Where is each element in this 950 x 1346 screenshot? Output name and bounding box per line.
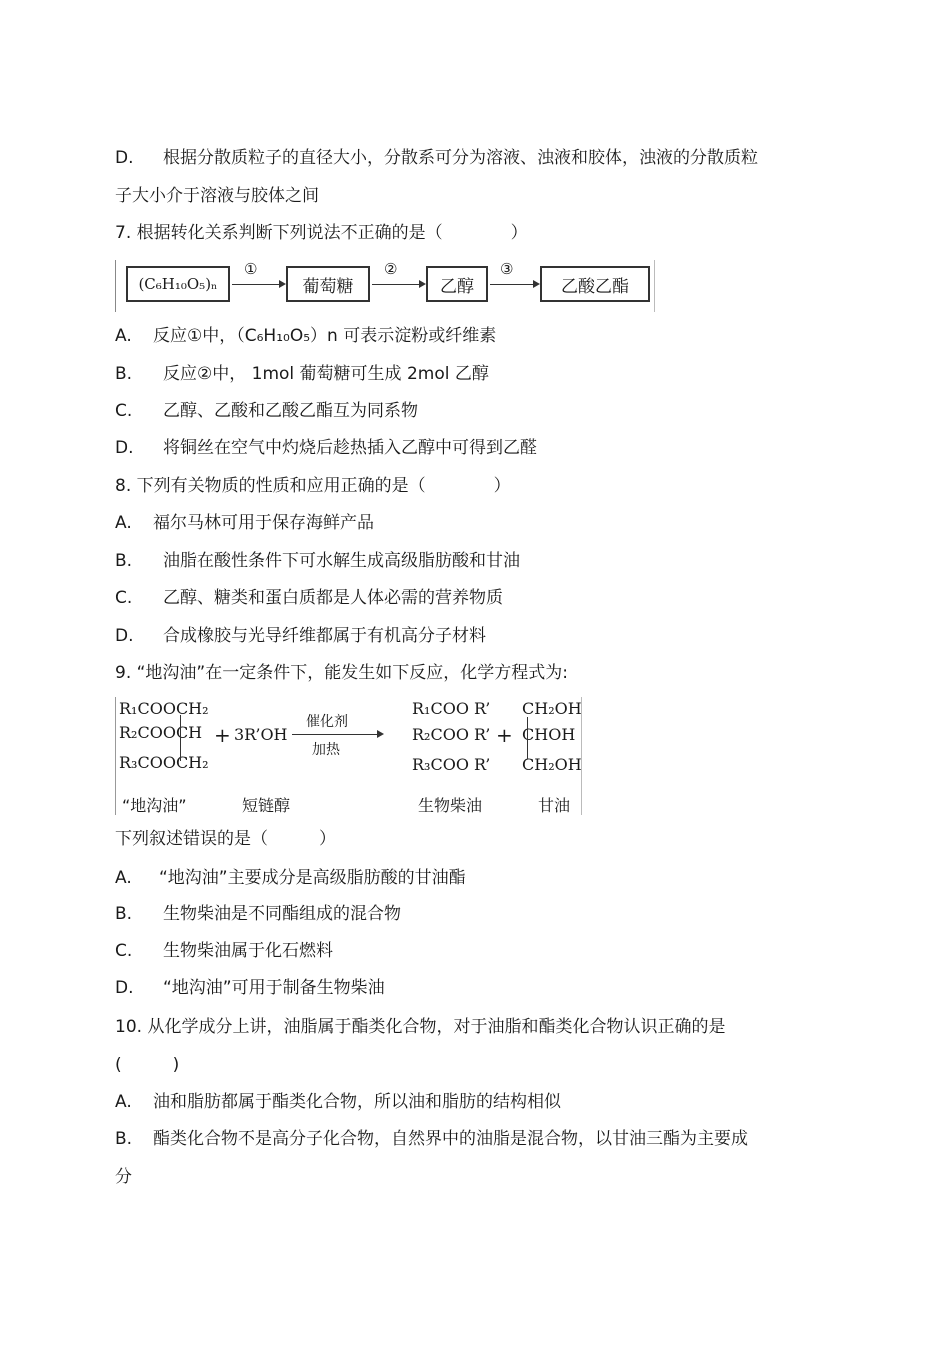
option-text: 反应②中， 1mol 葡萄糖可生成 2mol 乙醇 [163, 364, 489, 384]
reactant-row1: R₁COOCH₂ [119, 699, 209, 718]
q7-option-d [115, 437, 537, 459]
arrow-step3 [490, 284, 538, 285]
plus-sign-2: + [496, 723, 513, 747]
option-text: 福尔马林可用于保存海鲜产品 [153, 513, 374, 533]
arrow-condition: 加热 [312, 742, 340, 758]
caption-glycerol: 甘油 [538, 796, 571, 815]
glycerol-row3: CH₂OH [522, 755, 582, 774]
q7-stem: 7. 根据转化关系判断下列说法不正确的是（ ） [115, 223, 528, 243]
q10-stem: 10. 从化学成分上讲，油脂属于酯类化合物，对于油脂和酯类化合物认识正确的是 [115, 1017, 726, 1037]
option-text: 反应①中，（C₆H₁₀O₅）n 可表示淀粉或纤维素 [153, 326, 497, 346]
option-text: 油脂在酸性条件下可水解生成高级脂肪酸和甘油 [163, 551, 520, 571]
reagent-alcohol: 3R’OH [234, 725, 288, 744]
option-text: 生物柴油是不同酯组成的混合物 [163, 904, 401, 924]
arrow-step1 [232, 284, 284, 285]
q8-option-b [115, 550, 520, 572]
diagram-box-ethanol: 乙醇 [426, 266, 488, 302]
product-row1: R₁COO R’ [412, 699, 491, 718]
option-text: 乙醇、糖类和蛋白质都是人体必需的营养物质 [163, 588, 503, 608]
option-label: A. [115, 513, 132, 533]
diagram-box-glucose: 葡萄糖 [286, 266, 370, 302]
q9-reaction-equation [115, 697, 582, 815]
option-label: C. [115, 401, 133, 421]
option-text: 油和脂肪都属于酯类化合物，所以油和脂肪的结构相似 [153, 1092, 561, 1112]
arrow-catalyst: 催化剂 [306, 714, 348, 730]
option-text: 生物柴油属于化石燃料 [163, 941, 333, 961]
q8-option-c [115, 587, 503, 609]
caption-short-chain-alcohol: 短链醇 [242, 796, 291, 815]
plus-sign-1: + [214, 723, 231, 747]
reaction-arrow [292, 734, 382, 735]
option-text: 根据分散质粒子的直径大小，分散系可分为溶液、浊液和胶体，浊液的分散质粒 [163, 148, 758, 168]
product-row2: R₂COO R’ [412, 725, 491, 744]
option-text: 将铜丝在空气中灼烧后趁热插入乙醇中可得到乙醛 [163, 438, 537, 458]
q10-option-b [115, 1128, 748, 1150]
option-label: D. [115, 978, 134, 998]
reactant-row2: R₂COOCH [119, 723, 203, 742]
glycerol-row2: CHOH [522, 725, 576, 744]
option-label: A. [115, 868, 132, 888]
caption-biodiesel: 生物柴油 [418, 796, 483, 815]
caption-gutter-oil: “地沟油” [122, 796, 187, 815]
option-text: 酯类化合物不是高分子化合物，自然界中的油脂是混合物，以甘油三酯为主要成 [153, 1129, 748, 1149]
option-label: A. [115, 1092, 132, 1112]
q10-answer-bracket: ( ) [115, 1055, 180, 1075]
option-text: “地沟油”可用于制备生物柴油 [163, 978, 385, 998]
option-label: A. [115, 326, 132, 346]
q9-option-a [115, 867, 466, 889]
arrow-step2 [372, 284, 424, 285]
q6-option-d-continuation: 子大小介于溶液与胶体之间 [115, 186, 319, 206]
q9-sub-stem: 下列叙述错误的是（ ） [115, 829, 336, 849]
option-text: 合成橡胶与光导纤维都属于有机高分子材料 [163, 626, 486, 646]
q10-option-a [115, 1091, 561, 1113]
option-label: D. [115, 626, 134, 646]
q7-option-a [115, 325, 496, 347]
q9-stem: 9. “地沟油”在一定条件下，能发生如下反应，化学方程式为: [115, 663, 568, 683]
product-row3: R₃COO R’ [412, 755, 491, 774]
option-label: C. [115, 941, 133, 961]
q9-option-d [115, 977, 385, 999]
reactant-bond-line [180, 715, 181, 761]
q8-option-d [115, 625, 486, 647]
q7-option-b [115, 363, 489, 385]
q9-option-c [115, 940, 333, 962]
option-label: D. [115, 148, 134, 168]
option-text: “地沟油”主要成分是高级脂肪酸的甘油酯 [159, 868, 466, 888]
step1-marker: ① [244, 260, 258, 278]
option-label: B. [115, 1129, 133, 1149]
option-label: C. [115, 588, 133, 608]
q6-option-d [115, 147, 758, 169]
option-label: D. [115, 438, 134, 458]
glycerol-row1: CH₂OH [522, 699, 582, 718]
glycerol-bond-line [527, 717, 528, 759]
diagram-box-polysaccharide: (C₆H₁₀O₅)ₙ [126, 266, 230, 302]
q7-conversion-diagram [115, 260, 655, 312]
q7-option-c [115, 400, 418, 422]
q8-stem: 8. 下列有关物质的性质和应用正确的是（ ） [115, 476, 511, 496]
q9-option-b [115, 903, 401, 925]
diagram-box-ethyl-acetate: 乙酸乙酯 [540, 266, 650, 302]
option-label: B. [115, 551, 133, 571]
step3-marker: ③ [500, 260, 514, 278]
step2-marker: ② [384, 260, 398, 278]
reactant-row3: R₃COOCH₂ [119, 753, 209, 772]
q10-option-b-continuation: 分 [115, 1167, 132, 1187]
option-label: B. [115, 904, 133, 924]
option-text: 乙醇、乙酸和乙酸乙酯互为同系物 [163, 401, 418, 421]
option-label: B. [115, 364, 133, 384]
q8-option-a [115, 512, 374, 534]
